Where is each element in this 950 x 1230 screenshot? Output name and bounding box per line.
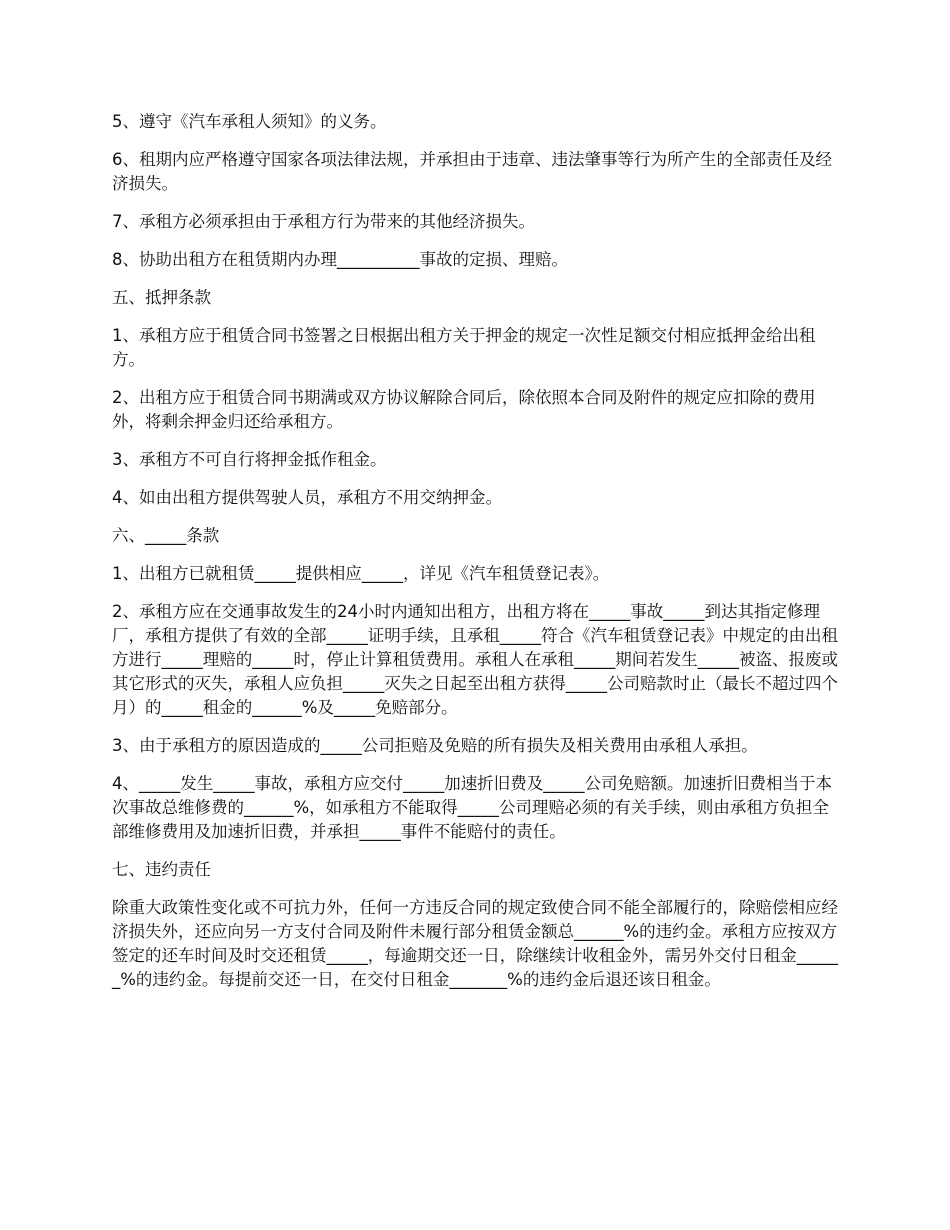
- insurance-clause-1: 1、出租方已就租赁_____提供相应_____，详见《汽车租赁登记表》。: [112, 564, 610, 583]
- breach-clause: 除重大政策性变化或不可抗力外，任何一方违反合同的规定致使合同不能全部履行的，除赔偿相应经济损失外，还应向另一方支付合同及附件未履行部分租赁金额总______%的违约金。承租方应按双方签定的还车时间及时交还租赁_____，每逾期交还一日，除继续计收租金外，需另外交付日租金______%的违约金。每提前交还一日，在交付日租金_______%的违约金后退还该日租金。: [112, 898, 838, 989]
- mortgage-clause-1: 1、承租方应于租赁合同书签署之日根据出租方关于押金的规定一次性足额交付相应抵押金给出租方。: [112, 326, 816, 369]
- section-heading-insurance: 六、_____条款: [112, 526, 220, 545]
- document-body: [112, 110, 842, 1006]
- insurance-clause-2: 2、承租方应在交通事故发生的24小时内通知出租方，出租方将在_____事故_____到达其指定修理厂，承租方提供了有效的全部_____证明手续，且承租_____符合《汽车租赁登记表》中规定的由出租方进行_____理赔的_____时，停止计算租赁费用。承租人在承租_____期间若发生_____被盗、报废或其它形式的灭失，承租人应负担_____灭失之日起至出租方获得_____公司赔款时止（最长不超过四个月）的_____租金的______%及_____免赔部分。: [112, 602, 838, 717]
- mortgage-clause-2: 2、出租方应于租赁合同书期满或双方协议解除合同后，除依照本合同及附件的规定应扣除的费用外，将剩余押金归还给承租方。: [112, 388, 816, 431]
- clause-8-assist-claims: 8、协助出租方在租赁期内办理__________事故的定损、理赔。: [112, 250, 568, 269]
- mortgage-clause-4: 4、如由出租方提供驾驶人员，承租方不用交纳押金。: [112, 488, 502, 507]
- insurance-clause-3: 3、由于承租方的原因造成的_____公司拒赔及免赔的所有损失及相关费用由承租人承担。: [112, 736, 758, 755]
- mortgage-clause-3: 3、承租方不可自行将押金抵作租金。: [112, 450, 387, 469]
- clause-6-obey-laws: 6、租期内应严格遵守国家各项法律法规，并承担由于违章、违法肇事等行为所产生的全部责任及经济损失。: [112, 150, 832, 193]
- section-heading-breach: 七、违约责任: [112, 860, 211, 879]
- clause-5-obey-notice: 5、遵守《汽车承租人须知》的义务。: [112, 112, 387, 131]
- clause-7-other-losses: 7、承租方必须承担由于承租方行为带来的其他经济损失。: [112, 212, 535, 231]
- insurance-clause-4: 4、_____发生_____事故，承租方应交付_____加速折旧费及_____公司免赔额。加速折旧费相当于本次事故总维修费的______%，如承租方不能取得_____公司理赔必须的有关手续，则由承租方负担全部维修费用及加速折旧费，并承担_____事件不能赔付的责任。: [112, 774, 832, 841]
- section-heading-mortgage: 五、抵押条款: [112, 288, 211, 307]
